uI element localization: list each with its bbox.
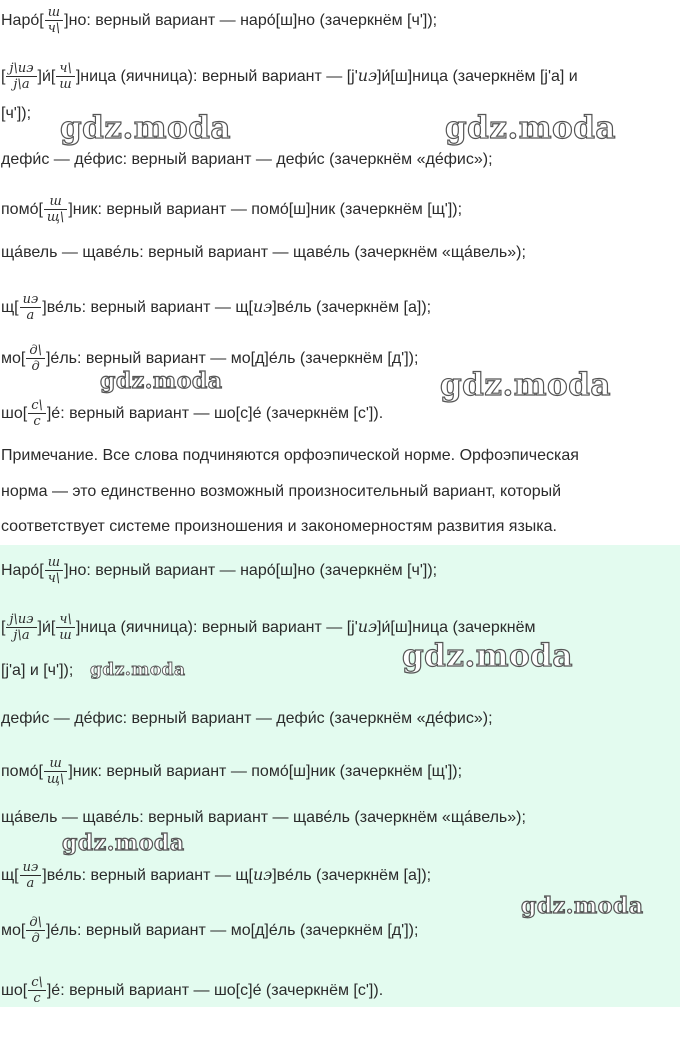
text: ]ве́ль: верный вариант — щ[ [42, 299, 253, 317]
answer-line-narochno [1, 556, 437, 586]
fraction-denominator: ш [59, 77, 72, 92]
fraction-numerator: ш [45, 6, 63, 21]
transcription-symbol: иэ [252, 865, 273, 885]
transcription-fraction [6, 62, 36, 92]
fraction-denominator: а [26, 308, 35, 323]
answer-line-shosse [1, 976, 383, 1006]
answer-line-shavel: ща́вель — щаве́ль: верный вариант — щаве́ль (зачеркнём «ща́вель»); [1, 244, 526, 261]
fraction-numerator: ш [44, 757, 67, 772]
transcription-fraction [56, 613, 74, 643]
fraction-numerator: д\ [26, 344, 45, 359]
watermark: gdz.moda [100, 368, 223, 394]
text: щ[ [1, 867, 19, 885]
text: Наро́[ [1, 562, 44, 580]
text: ]ве́ль: верный вариант — щ[ [42, 867, 253, 885]
text: ]ник: верный вариант — помо́[ш]ник (зачеркнём [щ']); [68, 201, 463, 219]
transcription-fraction [26, 344, 45, 374]
note-line-1: Примечание. Все слова подчиняются орфоэпической норме. Орфоэпическая [1, 447, 579, 464]
transcription-fraction [28, 976, 46, 1006]
transcription-fraction [26, 916, 45, 946]
watermark: gdz.moda [402, 638, 573, 674]
text: Наро́[ [1, 12, 44, 30]
text: ]и́[ [37, 619, 56, 637]
fraction-denominator: ч\ [47, 571, 61, 586]
transcription-fraction [6, 613, 36, 643]
fraction-numerator: иэ [20, 861, 42, 876]
fraction-denominator: с [33, 414, 41, 429]
watermark: gdz.moda [60, 110, 231, 146]
answer-line-pomoshnik [1, 757, 462, 787]
fraction-numerator: ш [44, 195, 67, 210]
answer-line-defis: дефи́с — де́фис: верный вариант — дефи́с (зачеркнём «де́фис»); [1, 151, 493, 168]
fraction-denominator: щ\ [46, 772, 65, 787]
watermark: gdz.moda [521, 893, 644, 919]
text: мо[ [1, 922, 26, 940]
watermark: gdz.moda [445, 110, 616, 146]
text: ]е́: верный вариант — шо[с]е́ (зачеркнём [с']). [46, 405, 384, 423]
text: ]но: верный вариант — наро́[ш]но (зачеркнём [ч']); [64, 12, 438, 30]
fraction-denominator: д [31, 931, 40, 946]
note-line-3: соответствует системе произношения и закономерностям развития языка. [1, 518, 557, 535]
text: ]е́: верный вариант — шо[с]е́ (зачеркнём [с']). [46, 982, 384, 1000]
text: ]и́[ [37, 68, 56, 86]
text: шо[ [1, 982, 28, 1000]
fraction-numerator: ч\ [56, 613, 74, 628]
fraction-numerator: с\ [28, 976, 46, 991]
transcription-fraction [20, 293, 42, 323]
fraction-denominator: ч\ [47, 21, 61, 36]
text: ]е́ль: верный вариант — мо[д]е́ль (зачеркнём [д']); [45, 350, 419, 368]
watermark: gdz.moda [440, 367, 611, 403]
fraction-numerator: иэ [20, 293, 42, 308]
transcription-symbol: иэ [357, 66, 378, 86]
fraction-denominator: j\а [13, 628, 30, 643]
text: ]ве́ль (зачеркнём [а]); [272, 867, 432, 885]
fraction-denominator: с [33, 991, 41, 1006]
text: ]и́[ш]ница (зачеркнём [j'а] и [377, 68, 578, 86]
text: щ[ [1, 299, 19, 317]
text: шо[ [1, 405, 28, 423]
fraction-numerator: д\ [26, 916, 45, 931]
answer-line-pomoshnik [1, 195, 462, 225]
text: ]ник: верный вариант — помо́[ш]ник (зачеркнём [щ']); [68, 763, 463, 781]
text: мо[ [1, 350, 26, 368]
transcription-fraction [44, 757, 67, 787]
fraction-denominator: j\а [13, 77, 30, 92]
answer-line-continuation: [ч']); [1, 105, 32, 122]
text: помо́[ [1, 201, 43, 219]
fraction-numerator: с\ [28, 399, 46, 414]
answer-line-defis: дефи́с — де́фис: верный вариант — дефи́с (зачеркнём «де́фис»); [1, 710, 493, 727]
text: ]ница (яичница): верный вариант — [j' [75, 68, 358, 86]
answer-line-model [1, 916, 418, 946]
transcription-fraction [45, 6, 63, 36]
text: ]ница (яичница): верный вариант — [j' [75, 619, 358, 637]
fraction-numerator: j\иэ [6, 62, 36, 77]
watermark: gdz.moda [90, 660, 186, 680]
fraction-numerator: ш [45, 556, 63, 571]
transcription-fraction [20, 861, 42, 891]
text: ]ве́ль (зачеркнём [а]); [272, 299, 432, 317]
text: ]е́ль: верный вариант — мо[д]е́ль (зачеркнём [д']); [45, 922, 419, 940]
answer-line-shosse [1, 399, 383, 429]
answer-line-continuation: [j'а] и [ч']); [1, 662, 74, 679]
note-line-2: норма — это единственно возможный произносительный вариант, который [1, 483, 562, 500]
transcription-symbol: иэ [252, 297, 273, 317]
text: ]и́[ш]ница (зачеркнём [377, 619, 536, 637]
text: [ [1, 68, 6, 86]
fraction-denominator: а [26, 876, 35, 891]
fraction-denominator: ш [59, 628, 72, 643]
transcription-fraction [45, 556, 63, 586]
answer-line-yaichnica [1, 62, 578, 92]
transcription-fraction [56, 62, 74, 92]
answer-line-shavel-transcription [1, 861, 431, 891]
watermark: gdz.moda [62, 830, 185, 856]
text: ]но: верный вариант — наро́[ш]но (зачеркнём [ч']); [64, 562, 438, 580]
answer-line-shavel-transcription [1, 293, 431, 323]
fraction-denominator: щ\ [46, 210, 65, 225]
fraction-numerator: ч\ [56, 62, 74, 77]
transcription-fraction [44, 195, 67, 225]
answer-line-narochno [1, 6, 437, 36]
transcription-fraction [28, 399, 46, 429]
answer-line-shavel: ща́вель — щаве́ль: верный вариант — щаве́ль (зачеркнём «ща́вель»); [1, 809, 526, 826]
text: помо́[ [1, 763, 43, 781]
fraction-denominator: д [31, 359, 40, 374]
text: [ [1, 619, 6, 637]
fraction-numerator: j\иэ [6, 613, 36, 628]
transcription-symbol: иэ [357, 617, 378, 637]
